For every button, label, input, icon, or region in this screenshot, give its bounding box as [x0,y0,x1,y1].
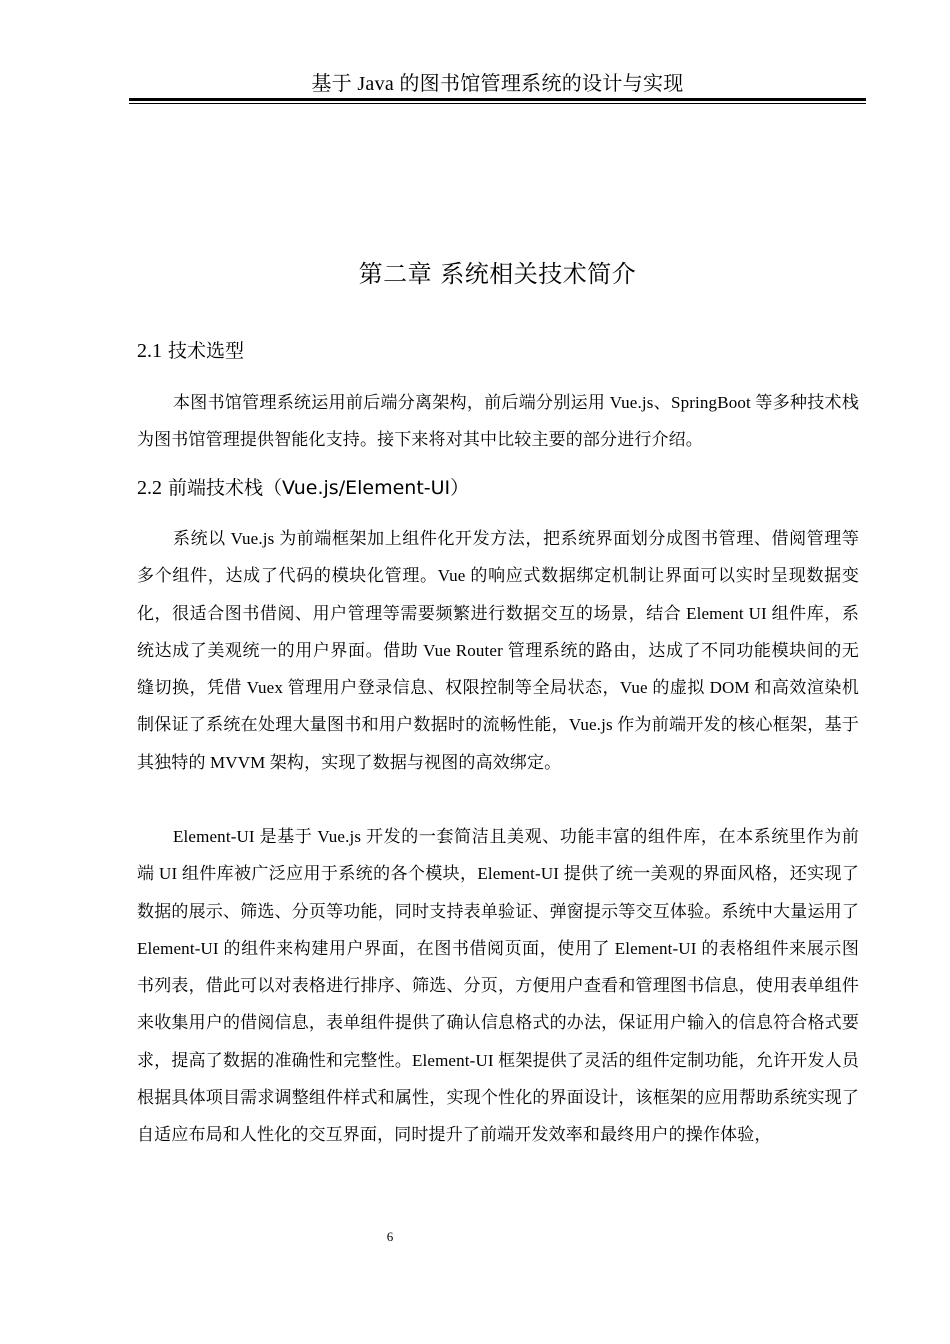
paragraph-tech-selection: 本图书馆管理系统运用前后端分离架构，前后端分别运用 Vue.js、SpringBoot 等多种技术栈为图书馆管理提供智能化支持。接下来将对其中比较主要的部分进行介绍。 [137,393,859,450]
section-title: 前端技术栈（Vue.js/Element-UI） [168,477,470,499]
running-header: 基于 Java 的图书馆管理系统的设计与实现 [311,73,684,95]
section-number: 2.1 [137,340,162,362]
paragraph-vue: 系统以 Vue.js 为前端框架加上组件化开发方法，把系统界面划分成图书管理、借阅管理等多个组件，达成了代码的模块化管理。Vue 的响应式数据绑定机制让界面可以实时呈现数据变化，很适合图书借阅、用户管理等需要频繁进行数据交互的场景，结合 Element UI 组件库，系统达成了美观统一的用户界面。借助 Vue Router 管理系统的路由，达成了不同功能模块间的无缝切换，凭借 Vuex 管理用户登录信息、权限控制等全局状态，Vue 的虚拟 DOM 和高效渲染机制保证了系统在处理大量图书和用户数据时的流畅性能，Vue.js 作为前端开发的核心框架，基于其独特的 MVVM 架构，实现了数据与视图的高效绑定。 [137,529,859,772]
section-title: 技术选型 [168,340,245,362]
header-rule-thin [129,103,866,104]
section-heading-2-1 [137,337,244,365]
chapter-title: 第二章 系统相关技术简介 [358,260,637,288]
paragraph-element-ui: Element-UI 是基于 Vue.js 开发的一套简洁且美观、功能丰富的组件库，在本系统里作为前端 UI 组件库被广泛应用于系统的各个模块，Element-UI 提供了统一美观的界面风格，还实现了数据的展示、筛选、分页等功能，同时支持表单验证、弹窗提示等交互体验。系统中大量运用了 Element-UI 的组件来构建用户界面，在图书借阅页面，使用了 Element-UI 的表格组件来展示图书列表，借此可以对表格进行排序、筛选、分页，方便用户查看和管理图书信息，使用表单组件来收集用户的借阅信息，表单组件提供了确认信息格式的办法，保证用户输入的信息符合格式要求，提高了数据的准确性和完整性。Element-UI 框架提供了灵活的组件定制功能，允许开发人员根据具体项目需求调整组件样式和属性，实现个性化的界面设计，该框架的应用帮助系统实现了自适应布局和人性化的交互界面，同时提升了前端开发效率和最终用户的操作体验， [137,827,859,1145]
header-rule-thick [129,98,866,101]
section-number: 2.2 [137,477,162,499]
page-number: 6 [386,1229,394,1244]
section-heading-2-2 [137,474,469,502]
